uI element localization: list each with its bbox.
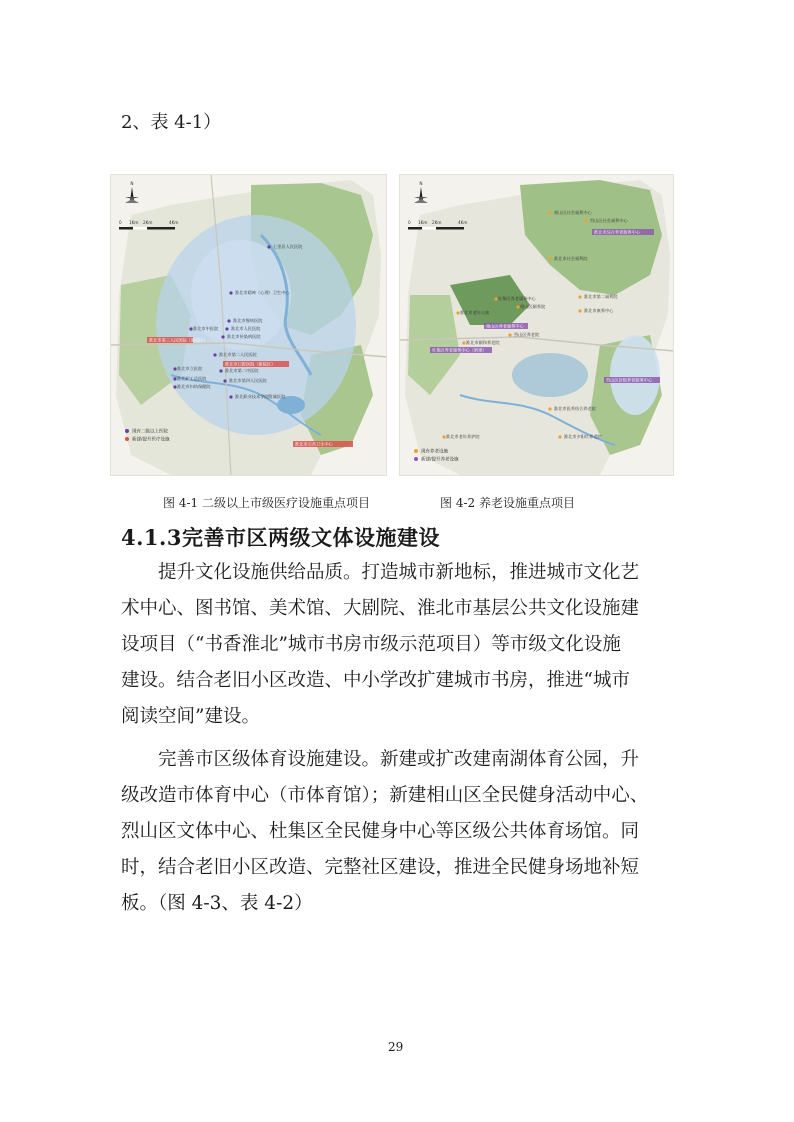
svg-text:0: 0 xyxy=(408,220,411,225)
paragraph-line: 时，结合老旧小区改造、完整社区建设，推进全民健身场地补短 xyxy=(121,857,640,878)
paragraph-line: 设项目（“书香淮北”城市书房市级示范项目）等市级文化设施 xyxy=(121,634,621,655)
svg-text:淮北市口腔医院（新院区）: 淮北市口腔医院（新院区） xyxy=(225,361,276,367)
svg-text:淮北市第二人民医院: 淮北市第二人民医院 xyxy=(219,352,257,357)
svg-text:相山区颐养院: 相山区颐养院 xyxy=(520,304,546,309)
svg-text:新建/提升医疗设施: 新建/提升医疗设施 xyxy=(132,437,170,443)
svg-text:杜集区养老服务中心: 杜集区养老服务中心 xyxy=(498,296,536,301)
svg-text:2Km: 2Km xyxy=(432,220,442,225)
paragraph-line: 建设。结合老旧小区改造、中小学改扩建城市书房，推进“城市 xyxy=(121,670,630,691)
svg-text:淮北职业技术学院附属医院: 淮北职业技术学院附属医院 xyxy=(235,394,286,399)
paragraph-line: 提升文化设施供给品质。打造城市新地标，推进城市文化艺 xyxy=(158,562,640,583)
svg-text:淮北市慢病医院: 淮北市慢病医院 xyxy=(233,318,263,323)
svg-text:淮北市老年公寓: 淮北市老年公寓 xyxy=(460,310,490,315)
elderly-map-graphic xyxy=(400,175,674,476)
svg-text:现有二级以上医院: 现有二级以上医院 xyxy=(132,429,168,435)
svg-text:淮北市妇幼保健院: 淮北市妇幼保健院 xyxy=(177,384,211,389)
svg-text:淮北市精神（心理）卫生中心: 淮北市精神（心理）卫生中心 xyxy=(235,290,290,295)
paragraph-line: 级改造市体育中心（市体育馆）；新建相山区全民健身活动中心、 xyxy=(121,785,649,806)
svg-text:新建/提升养老设施: 新建/提升养老设施 xyxy=(421,457,459,463)
svg-text:4Km: 4Km xyxy=(458,220,468,225)
figure-caption-4-2: 图 4-2 养老设施重点项目 xyxy=(440,496,575,510)
svg-text:淮北市第四人民医院: 淮北市第四人民医院 xyxy=(229,378,267,383)
paragraph-line: 板。（图 4-3、表 4-2） xyxy=(121,893,313,914)
medical-facilities-map xyxy=(110,174,387,476)
svg-text:七里居人民医院: 七里居人民医院 xyxy=(273,244,303,249)
svg-text:0: 0 xyxy=(119,220,122,225)
svg-text:淮北市立医院: 淮北市立医院 xyxy=(177,366,203,371)
svg-text:淮北市医养结合养老院: 淮北市医养结合养老院 xyxy=(554,406,596,411)
svg-text:淮北市公共卫生中心: 淮北市公共卫生中心 xyxy=(295,441,333,447)
paragraph-line: 完善市区级体育设施建设。新建或扩改建南湖体育公园，升 xyxy=(158,749,640,770)
svg-text:现有养老设施: 现有养老设施 xyxy=(421,449,448,455)
svg-text:1Km: 1Km xyxy=(418,220,428,225)
svg-text:2Km: 2Km xyxy=(143,220,153,225)
page-number: 29 xyxy=(388,1040,404,1054)
svg-text:相山区社会福利中心: 相山区社会福利中心 xyxy=(554,210,592,215)
paragraph-line: 烈山区文体中心、杜集区全民健身中心等区级公共体育场馆。同 xyxy=(121,821,640,842)
svg-text:淮北市老年养护院: 淮北市老年养护院 xyxy=(446,434,480,439)
svg-text:烈山区社会福利中心: 烈山区社会福利中心 xyxy=(590,218,628,223)
table-reference: 2、表 4-1） xyxy=(121,112,222,133)
svg-text:淮北市第三人民医院（新院区）: 淮北市第三人民医院（新院区） xyxy=(149,337,208,343)
svg-text:相山区养老服务中心: 相山区养老服务中心 xyxy=(486,323,524,329)
svg-text:淮北市综合养老服务中心: 淮北市综合养老服务中心 xyxy=(594,229,641,235)
elderly-care-map xyxy=(399,174,674,476)
svg-text:淮北市颐和养老院: 淮北市颐和养老院 xyxy=(466,340,500,345)
svg-text:1Km: 1Km xyxy=(129,220,139,225)
north-label: N xyxy=(419,181,423,186)
svg-text:淮北市中医院: 淮北市中医院 xyxy=(193,326,219,331)
svg-text:淮北市第二福利院: 淮北市第二福利院 xyxy=(584,294,618,299)
svg-text:淮北市康养中心: 淮北市康养中心 xyxy=(584,308,614,313)
paragraph-line: 阅读空间”建设。 xyxy=(121,706,260,727)
svg-text:烈山区养老院: 烈山区养老院 xyxy=(514,332,540,337)
svg-text:烈山区区级养老服务中心: 烈山区区级养老服务中心 xyxy=(606,377,653,383)
svg-text:淮北矿工总医院: 淮北矿工总医院 xyxy=(177,376,207,381)
paragraph-line: 术中心、图书馆、美术馆、大剧院、淮北市基层公共文化设施建 xyxy=(121,598,640,619)
svg-text:淮北市第二中医院: 淮北市第二中医院 xyxy=(225,368,259,373)
section-heading: 4.1.3完善市区两级文体设施建设 xyxy=(121,525,440,550)
svg-text:淮北市传染病医院: 淮北市传染病医院 xyxy=(227,334,261,339)
svg-text:淮北市社会福利院: 淮北市社会福利院 xyxy=(554,256,588,261)
svg-text:杜集区养老服务中心（新建）: 杜集区养老服务中心（新建） xyxy=(432,347,487,353)
svg-text:淮北市夕阳红养老院: 淮北市夕阳红养老院 xyxy=(564,434,602,439)
medical-map-graphic xyxy=(111,175,387,476)
svg-text:淮北市人民医院: 淮北市人民医院 xyxy=(231,326,261,331)
north-label: N xyxy=(130,181,134,186)
figure-caption-4-1: 图 4-1 二级以上市级医疗设施重点项目 xyxy=(163,496,370,510)
svg-text:4Km: 4Km xyxy=(169,220,179,225)
